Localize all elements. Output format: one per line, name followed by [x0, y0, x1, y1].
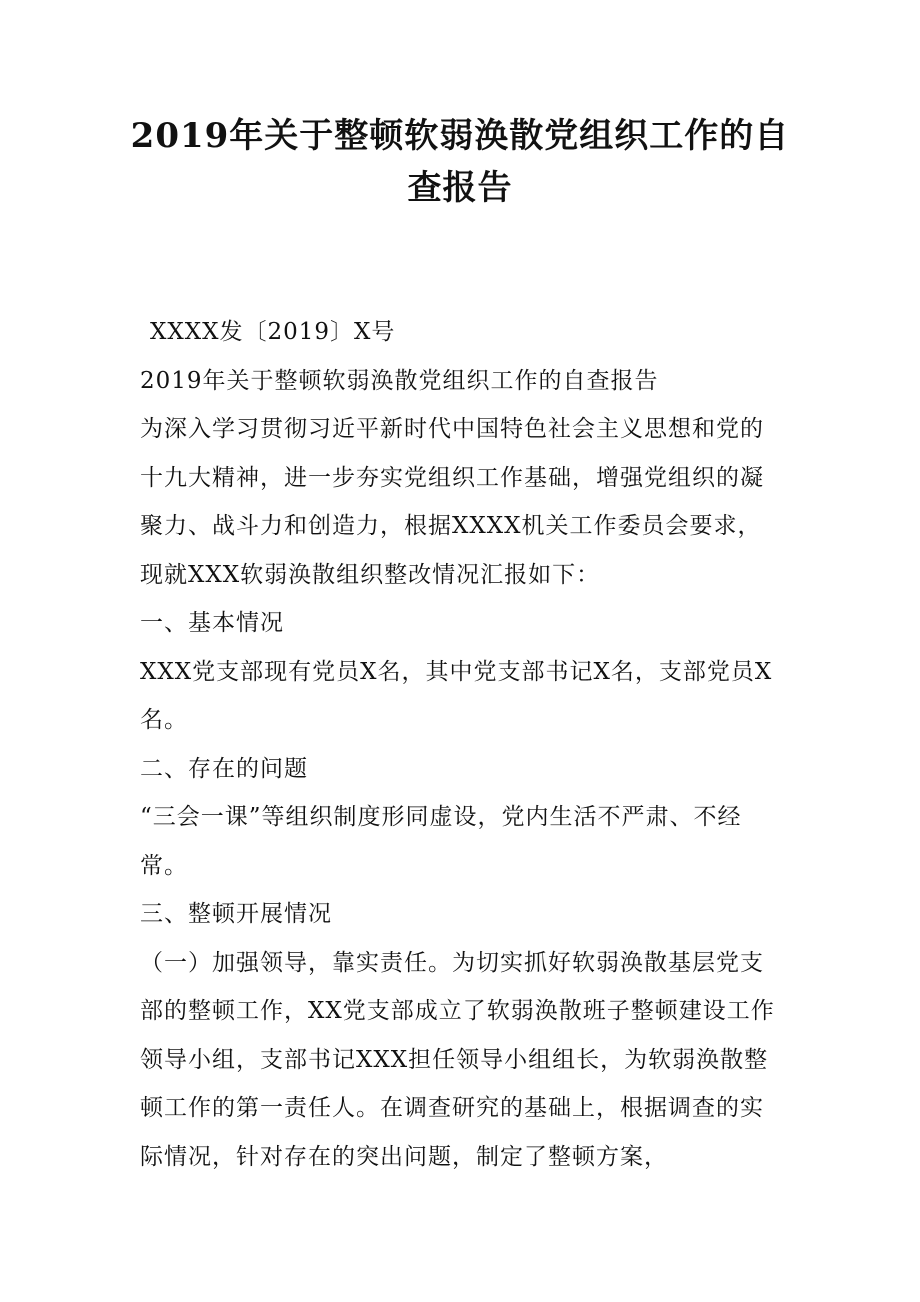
- paragraph-problems: “三会一课”等组织制度形同虚设，党内生活不严肃、不经常。: [140, 804, 742, 879]
- section-heading-problems: 二、存在的问题: [140, 755, 308, 782]
- section-heading-basic: 一、基本情况: [140, 610, 284, 636]
- title-line-2: 查报告: [407, 168, 513, 208]
- section-heading-rectification: 三、整顿开展情况: [140, 901, 332, 927]
- paragraph-basic: XXX党支部现有党员X名，其中党支部书记X名，支部党员X名。: [140, 658, 773, 733]
- paragraph-intro: 为深入学习贯彻习近平新时代中国特色社会主义思想和党的十九大精神，进一步夯实党组织工作基础，增强党组织的凝聚力、战斗力和创造力，根据XXXX机关工作委员会要求，现就XXX软弱涣散组织整改情况汇报如下：: [140, 416, 764, 588]
- document-body: [140, 308, 785, 1181]
- document-title: [100, 110, 820, 214]
- document-number: XXXX发〔2019〕X号: [150, 319, 396, 345]
- title-line-1: 2019年关于整顿软弱涣散党组织工作的自: [130, 116, 790, 156]
- paragraph-rectification-1: （一）加强领导，靠实责任。为切实抓好软弱涣散基层党支部的整顿工作，XX党支部成立了软弱涣散班子整顿建设工作领导小组，支部书记XXX担任领导小组组长，为软弱涣散整顿工作的第一责任人。在调查研究的基础上，根据调查的实际情况，针对存在的突出问题，制定了整顿方案，: [140, 949, 775, 1170]
- document-subtitle: 2019年关于整顿软弱涣散党组织工作的自查报告: [140, 367, 659, 394]
